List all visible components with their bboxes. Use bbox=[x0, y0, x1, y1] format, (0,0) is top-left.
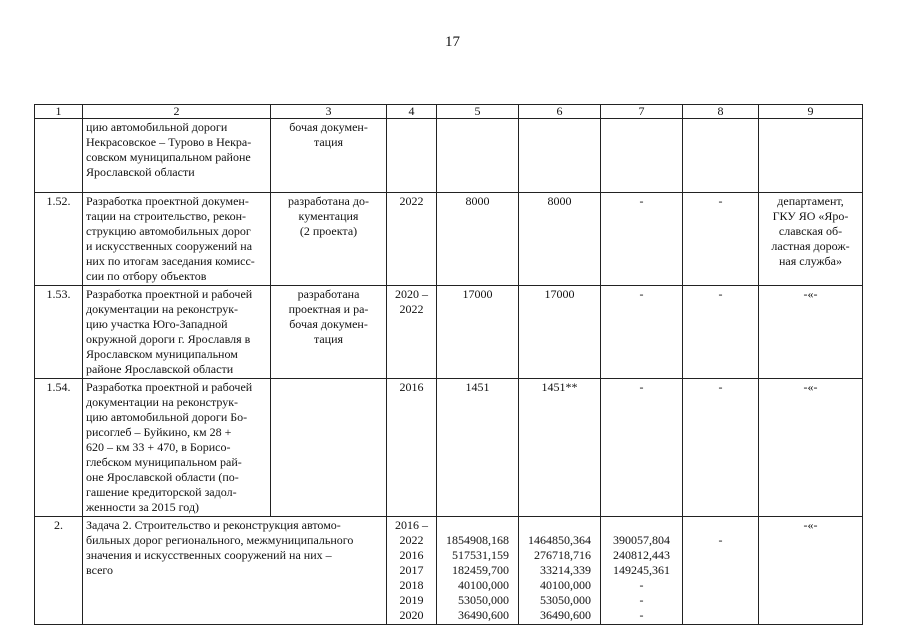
task-value: 1854908,168 bbox=[446, 533, 509, 547]
value-6 bbox=[519, 119, 601, 193]
value-7: - bbox=[601, 286, 683, 379]
task-year: 2017 bbox=[399, 563, 424, 577]
header-cell: 3 bbox=[271, 105, 387, 119]
header-cell: 7 bbox=[601, 105, 683, 119]
task-value: - bbox=[639, 578, 644, 592]
task-values-5 bbox=[437, 517, 519, 625]
task-value: 517531,159 bbox=[452, 548, 509, 562]
task-value: 53050,000 bbox=[540, 593, 591, 607]
value-5: 17000 bbox=[437, 286, 519, 379]
executor: -«- bbox=[759, 517, 863, 625]
header-cell: 2 bbox=[83, 105, 271, 119]
task-year: 2019 bbox=[399, 593, 424, 607]
task-values-6 bbox=[519, 517, 601, 625]
header-cell: 5 bbox=[437, 105, 519, 119]
task-value: - bbox=[718, 533, 723, 547]
header-row bbox=[35, 105, 863, 119]
task-value: 36490,600 bbox=[540, 608, 591, 622]
page-number: 17 bbox=[445, 34, 460, 50]
header-cell: 6 bbox=[519, 105, 601, 119]
task-year: 2020 bbox=[399, 608, 424, 622]
measure-year: 2020 – 2022 bbox=[387, 286, 437, 379]
task-value: 40100,000 bbox=[540, 578, 591, 592]
measure-result: бочая докумен- тация bbox=[271, 119, 387, 193]
value-7: - bbox=[601, 193, 683, 286]
table-row bbox=[35, 286, 863, 379]
program-table bbox=[34, 104, 863, 625]
task-value: 240812,443 bbox=[613, 548, 670, 562]
measure-result: разработана проектная и ра- бочая докумен- тация bbox=[271, 286, 387, 379]
task-year: 2016 – 2022 bbox=[395, 518, 428, 547]
value-8 bbox=[683, 119, 759, 193]
row-number: 1.54. bbox=[35, 379, 83, 517]
task-value: 276718,716 bbox=[534, 548, 591, 562]
table-row bbox=[35, 379, 863, 517]
task-years bbox=[387, 517, 437, 625]
task-value: 149245,361 bbox=[613, 563, 670, 577]
value-5: 8000 bbox=[437, 193, 519, 286]
table-row bbox=[35, 193, 863, 286]
task-value: 1464850,364 bbox=[528, 533, 591, 547]
task-value: 36490,600 bbox=[458, 608, 509, 622]
value-6: 8000 bbox=[519, 193, 601, 286]
executor: -«- bbox=[759, 379, 863, 517]
table-row bbox=[35, 119, 863, 193]
measure-name: цию автомобильной дороги Некрасовское – Турово в Некра- совском муниципальном районе Ярославской области bbox=[83, 119, 271, 193]
task-value-8 bbox=[683, 517, 759, 625]
value-8: - bbox=[683, 193, 759, 286]
task-value: - bbox=[639, 608, 644, 622]
measure-year: 2022 bbox=[387, 193, 437, 286]
measure-name: Разработка проектной и рабочей документации на реконструк- цию автомобильной дороги Бо- рисоглеб – Буйкино, км 28 + 620 – км 33 + 470, в Борисо- глебском муниципальном рай- оне Ярославской области (по- гашение кредиторской задол- женности за 2015 год) bbox=[83, 379, 271, 517]
measure-name: Разработка проектной и рабочей документации на реконструк- цию участка Юго-Западной окружной дороги г. Ярославля в Ярославском муниципальном районе Ярославской области bbox=[83, 286, 271, 379]
executor: -«- bbox=[759, 286, 863, 379]
task-value: 40100,000 bbox=[458, 578, 509, 592]
header-cell: 8 bbox=[683, 105, 759, 119]
measure-year bbox=[387, 119, 437, 193]
measure-year: 2016 bbox=[387, 379, 437, 517]
task-value: 390057,804 bbox=[613, 533, 670, 547]
value-7 bbox=[601, 119, 683, 193]
task-year: 2016 bbox=[399, 548, 424, 562]
task-value: 182459,700 bbox=[452, 563, 509, 577]
row-number: 1.53. bbox=[35, 286, 83, 379]
row-number: 2. bbox=[35, 517, 83, 625]
value-8: - bbox=[683, 379, 759, 517]
header-cell: 1 bbox=[35, 105, 83, 119]
row-number bbox=[35, 119, 83, 193]
header-cell: 9 bbox=[759, 105, 863, 119]
task-values-7 bbox=[601, 517, 683, 625]
task-year: 2018 bbox=[399, 578, 424, 592]
measure-name: Разработка проектной докумен- тации на строительство, рекон- струкцию автомобильных дорог и искусственных сооружений на них по итогам заседания комисс- сии по отбору объектов bbox=[83, 193, 271, 286]
header-cell: 4 bbox=[387, 105, 437, 119]
value-7: - bbox=[601, 379, 683, 517]
measure-result: разработана до- кументация (2 проекта) bbox=[271, 193, 387, 286]
task-value: 33214,339 bbox=[540, 563, 591, 577]
row-number: 1.52. bbox=[35, 193, 83, 286]
value-6: 1451** bbox=[519, 379, 601, 517]
executor: департамент, ГКУ ЯО «Яро- славская об- ластная дорож- ная служба» bbox=[759, 193, 863, 286]
measure-result bbox=[271, 379, 387, 517]
value-5 bbox=[437, 119, 519, 193]
executor bbox=[759, 119, 863, 193]
value-6: 17000 bbox=[519, 286, 601, 379]
value-5: 1451 bbox=[437, 379, 519, 517]
task-name: Задача 2. Строительство и реконструкция автомо- бильных дорог регионального, межмуниципального значения и искусственных сооружений на них – всего bbox=[83, 517, 387, 625]
task-value: - bbox=[639, 593, 644, 607]
task-row bbox=[35, 517, 863, 625]
task-value: 53050,000 bbox=[458, 593, 509, 607]
value-8: - bbox=[683, 286, 759, 379]
